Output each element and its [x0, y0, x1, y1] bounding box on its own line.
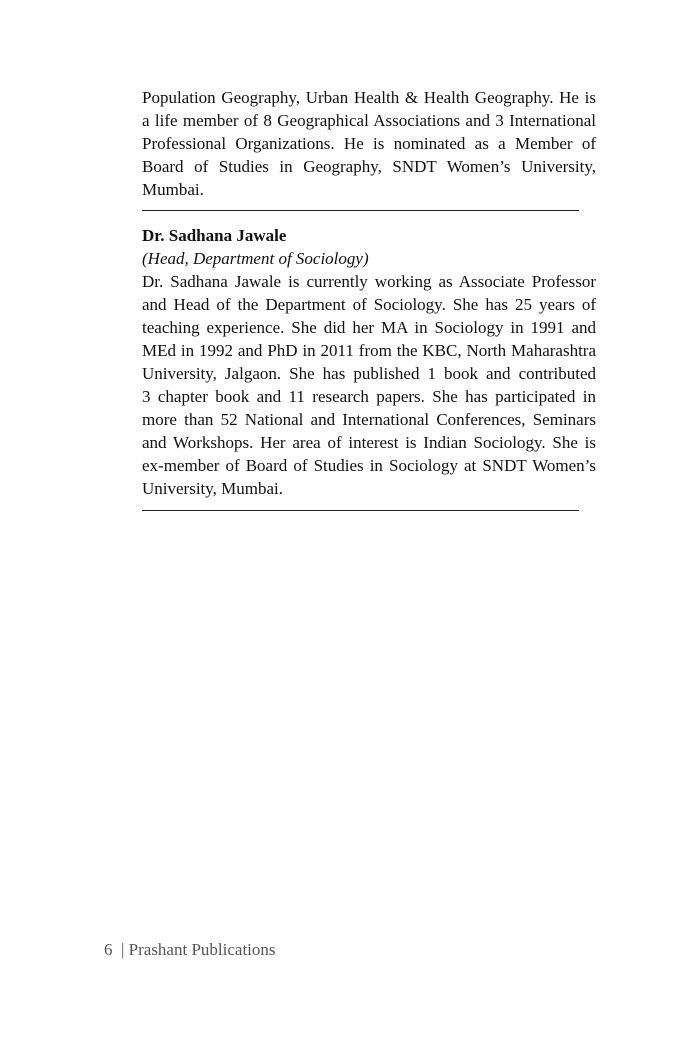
- text-line: a life member of 8 Geographical Associations and 3 International: [142, 111, 596, 130]
- text-line: University, Jalgaon. She has published 1 book and contributed: [142, 364, 596, 383]
- text-line: ex-member of Board of Studies in Sociology at SNDT Women’s: [142, 456, 596, 475]
- divider: [142, 510, 579, 511]
- text-line: 3 chapter book and 11 research papers. She has participated in: [142, 387, 596, 406]
- text-line: and Workshops. Her area of interest is Indian Sociology. She is: [142, 433, 596, 452]
- page-number: 6: [104, 940, 113, 959]
- page-footer: [104, 940, 276, 960]
- text-line: more than 52 National and International Conferences, Seminars: [142, 410, 596, 429]
- continuation-paragraph: [142, 86, 596, 201]
- text-line: Population Geography, Urban Health & Health Geography. He is: [142, 88, 596, 107]
- profile-name: Dr. Sadhana Jawale: [142, 226, 287, 245]
- publisher-name: Prashant Publications: [128, 940, 276, 959]
- text-line: University, Mumbai.: [142, 479, 284, 498]
- text-line: Dr. Sadhana Jawale is currently working as Associate Professor: [142, 272, 596, 291]
- profile-role: (Head, Department of Sociology): [142, 249, 369, 268]
- text-line: Professional Organizations. He is nominated as a Member of: [142, 134, 596, 153]
- text-line: Mumbai.: [142, 180, 204, 199]
- text-line: teaching experience. She did her MA in Sociology in 1991 and: [142, 318, 596, 337]
- text-line: Board of Studies in Geography, SNDT Women’s University,: [142, 157, 596, 176]
- divider: [142, 210, 579, 211]
- text-line: MEd in 1992 and PhD in 2011 from the KBC, North Maharashtra: [142, 341, 596, 360]
- profile-section: [142, 224, 596, 500]
- text-line: and Head of the Department of Sociology. She has 25 years of: [142, 295, 596, 314]
- footer-separator: |: [121, 940, 125, 959]
